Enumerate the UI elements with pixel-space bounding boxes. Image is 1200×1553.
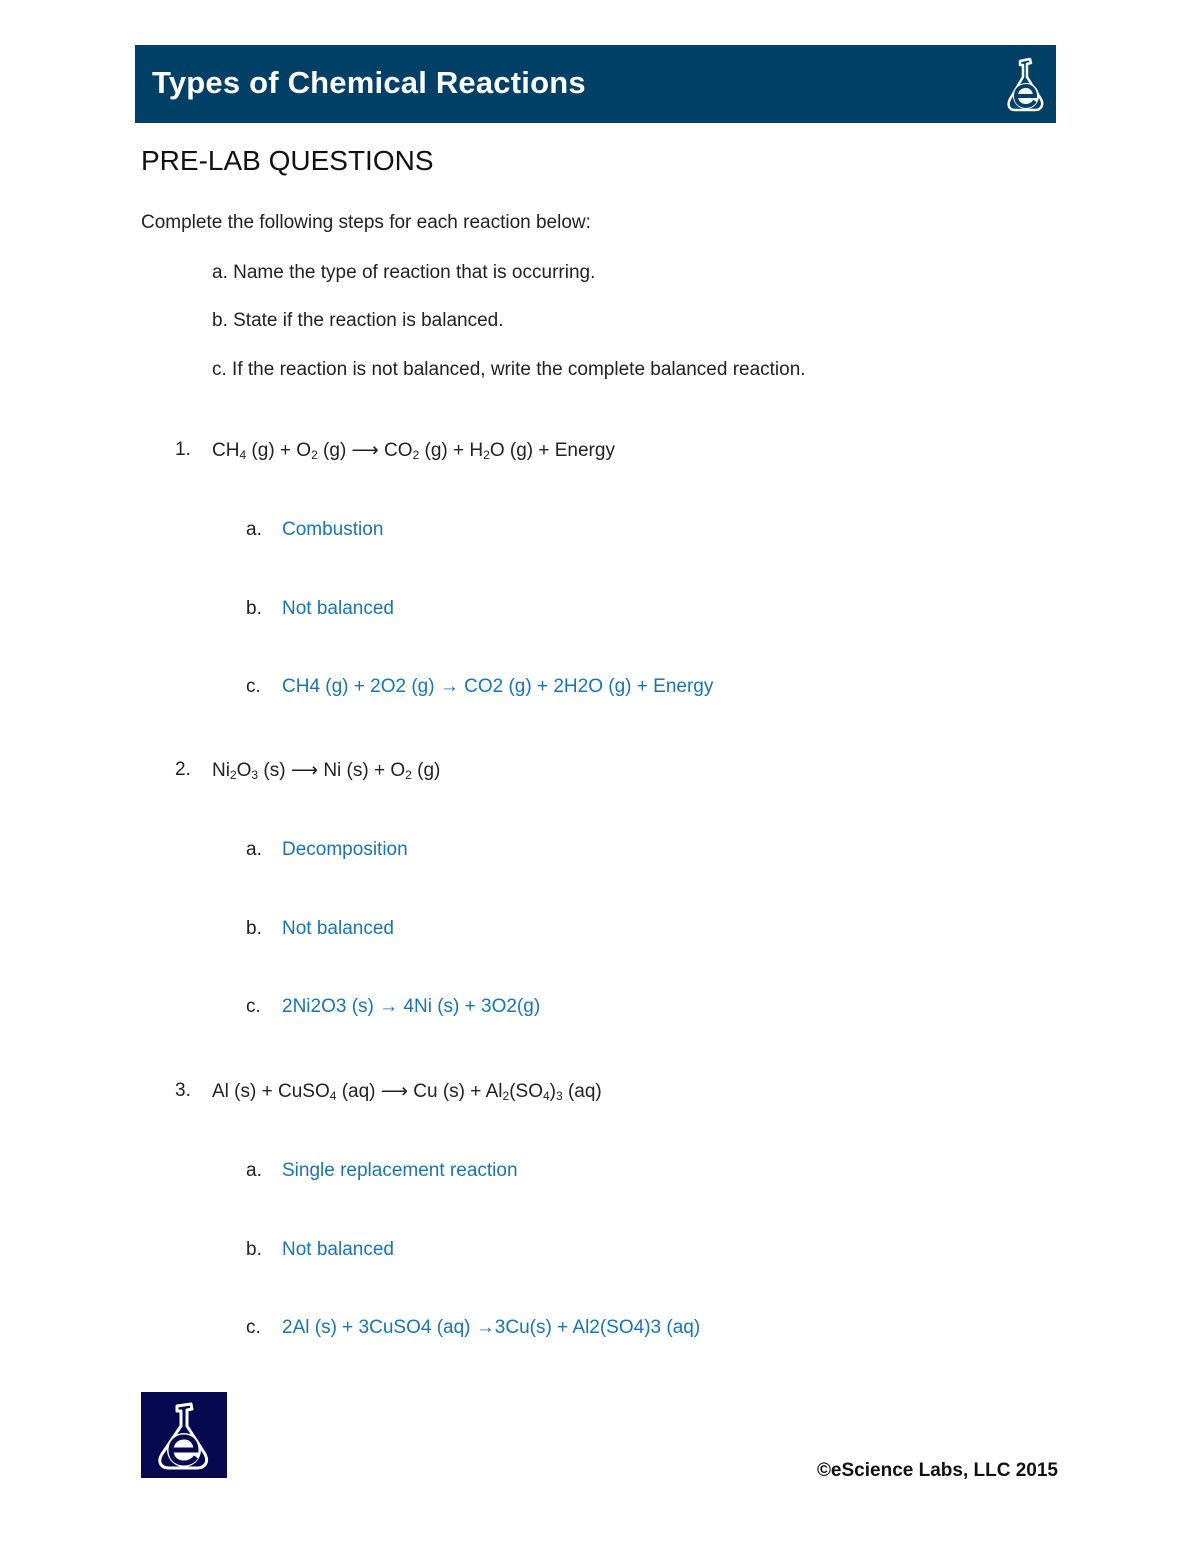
answer-3b-label: b. [246,1239,262,1260]
question-2-equation: $Ni_2O_3$ (s) ⟶ Ni $(s) + O_2$ (g) [212,760,441,782]
question-1-equation: $CH_4$ $(g) + O_2$ (g) ⟶ $CO_2$ $(g) + H_2O$ (g) + Energy [212,440,615,462]
footer-logo [141,1392,227,1478]
answer-1a-reaction-type: Combustion [282,519,384,540]
arrow-right-icon: → [475,1317,495,1338]
question-3-number: 3. [175,1080,191,1101]
section-title: PRE-LAB QUESTIONS [141,145,434,176]
answer-2b-balance-status: Not balanced [282,918,394,939]
answer-3c-label: c. [246,1317,261,1338]
arrow-right-icon: → [379,996,399,1017]
question-2-number: 2. [175,759,191,780]
answer-3a-label: a. [246,1160,262,1181]
escience-flask-logo-icon [1003,55,1049,113]
answer-1c-label: c. [246,676,261,697]
answer-1a-label: a. [246,519,262,540]
escience-flask-logo-icon [141,1392,227,1478]
header-band [135,45,1056,123]
document-title: Types of Chemical Reactions [152,65,586,100]
answer-1b-label: b. [246,598,262,619]
answer-2c-balanced-equation: 2Ni2O3 (s) → 4Ni (s) + 3O2(g) [282,996,541,1017]
question-1-number: 1. [175,439,191,460]
answer-2a-label: a. [246,839,262,860]
answer-2b-label: b. [246,918,262,939]
answer-3b-balance-status: Not balanced [282,1239,394,1260]
question-3-equation: Al (s) + CuSO$_4$ (aq) ⟶ Cu $(s) + Al_2(SO_4)_3$ (aq) [212,1081,602,1103]
arrow-right-icon: → [439,676,459,697]
instruction-step-a: a. Name the type of reaction that is occurring. [212,262,596,283]
instruction-step-b: b. State if the reaction is balanced. [212,310,504,331]
answer-2c-label: c. [246,996,261,1017]
answer-3a-reaction-type: Single replacement reaction [282,1160,518,1181]
answer-1c-balanced-equation: CH4 (g) + 2O2 (g) → CO2 (g) + 2H2O (g) + Energy [282,676,714,697]
answer-3c-balanced-equation: 2Al (s) + 3CuSO4 (aq) →3Cu(s) + Al2(SO4)3 (aq) [282,1317,701,1338]
answer-2a-reaction-type: Decomposition [282,839,408,860]
instructions-intro: Complete the following steps for each reaction below: [141,212,591,233]
instruction-step-c: c. If the reaction is not balanced, write the complete balanced reaction. [212,359,806,380]
answer-1b-balance-status: Not balanced [282,598,394,619]
copyright-notice: ©eScience Labs, LLC 2015 [816,1460,1058,1481]
